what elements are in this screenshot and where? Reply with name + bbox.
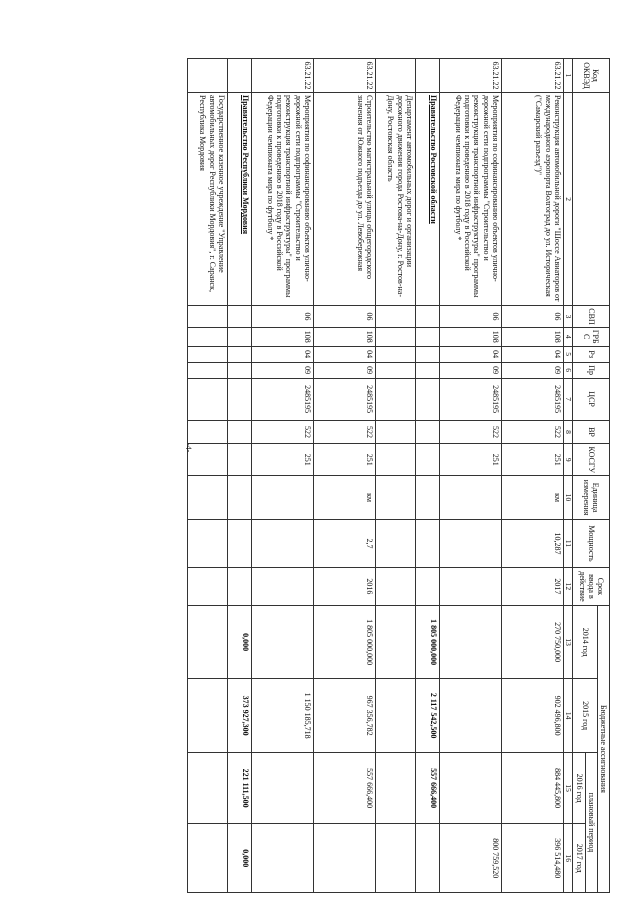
cell-y2015: 2 117 542,500 bbox=[415, 679, 439, 752]
cell-vr bbox=[375, 420, 415, 444]
cell-csr: 2485195 bbox=[313, 378, 375, 420]
cell-grbs bbox=[375, 327, 415, 346]
cell-cap: 2,7 bbox=[313, 520, 375, 568]
cell-code bbox=[415, 59, 439, 93]
cell-term bbox=[439, 567, 501, 605]
cell-pr: 09 bbox=[313, 362, 375, 378]
cell-kosgu: 251 bbox=[313, 444, 375, 476]
cell-name: Мероприятия по софинансированию объектов улично-дорожной сети подпрограммы "Строительство и реконструкция транспортной инфраструктуры" программы подготовки к проведению в 2018 году в Российской Федерации чемпионата мира по футболу * bbox=[251, 92, 313, 305]
column-number: 3 bbox=[563, 306, 573, 327]
cell-code bbox=[227, 59, 251, 93]
cell-name: Мероприятия по софинансированию объектов улично-дорожной сети подпрограммы "Строительство и реконструкция транспортной инфраструктуры" программы подготовки к проведению в 2018 году в Российской Федерации чемпионата мира по футболу * bbox=[439, 92, 501, 305]
column-number: 13 bbox=[563, 605, 573, 678]
cell-y2016: 221 111,500 bbox=[227, 752, 251, 824]
cell-y2017: 0,000 bbox=[227, 824, 251, 893]
column-number: 14 bbox=[563, 679, 573, 752]
column-number: 2 bbox=[563, 92, 573, 305]
cell-y2017 bbox=[375, 824, 415, 893]
cell-kosgu: 251 bbox=[439, 444, 501, 476]
budget-table-container bbox=[187, 58, 610, 893]
cell-kosgu: 251 bbox=[251, 444, 313, 476]
cell-csr: 2485195 bbox=[501, 378, 563, 420]
cell-cap bbox=[251, 520, 313, 568]
cell-unit bbox=[415, 476, 439, 520]
column-number: 6 bbox=[563, 362, 573, 378]
table-row bbox=[187, 59, 227, 893]
cell-y2015: 967 356,782 bbox=[313, 679, 375, 752]
cell-y2016 bbox=[187, 752, 227, 824]
cell-y2015: 373 927,300 bbox=[227, 679, 251, 752]
cell-unit bbox=[227, 476, 251, 520]
cell-cap: 10,287 bbox=[501, 520, 563, 568]
cell-csr: 2485195 bbox=[251, 378, 313, 420]
cell-kosgu: 251 bbox=[501, 444, 563, 476]
cell-svp: 06 bbox=[251, 306, 313, 327]
cell-code bbox=[187, 59, 227, 93]
cell-kosgu bbox=[415, 444, 439, 476]
cell-rz: 04 bbox=[313, 346, 375, 362]
header-name bbox=[573, 92, 610, 305]
column-number: 7 bbox=[563, 378, 573, 420]
cell-csr bbox=[415, 378, 439, 420]
cell-grbs: 108 bbox=[439, 327, 501, 346]
cell-kosgu bbox=[375, 444, 415, 476]
cell-vr: 522 bbox=[251, 420, 313, 444]
cell-grbs bbox=[415, 327, 439, 346]
cell-rz bbox=[375, 346, 415, 362]
cell-name: Реконструкция автомобильной дороги "Шоссе Авиаторов от международного аэропорта Волгоград до ул. Историческая ("Самарский разъезд")" bbox=[501, 92, 563, 305]
cell-y2017: 800 759,520 bbox=[439, 824, 501, 893]
cell-y2017 bbox=[187, 824, 227, 893]
table-body bbox=[187, 59, 563, 893]
cell-rz: 04 bbox=[501, 346, 563, 362]
cell-name: Правительство Республики Мордовия bbox=[227, 92, 251, 305]
header-unit: Единица измерения bbox=[573, 476, 610, 520]
cell-svp bbox=[375, 306, 415, 327]
cell-term: 2017 bbox=[501, 567, 563, 605]
cell-pr bbox=[375, 362, 415, 378]
cell-pr bbox=[187, 362, 227, 378]
cell-y2015 bbox=[187, 679, 227, 752]
cell-rz bbox=[415, 346, 439, 362]
header-2016: 2016 год bbox=[573, 752, 585, 824]
header-csr: ЦСР bbox=[573, 378, 610, 420]
cell-pr bbox=[415, 362, 439, 378]
cell-y2017 bbox=[415, 824, 439, 893]
cell-y2017: 396 514,480 bbox=[501, 824, 563, 893]
cell-csr bbox=[375, 378, 415, 420]
cell-grbs bbox=[187, 327, 227, 346]
cell-cap bbox=[415, 520, 439, 568]
column-number: 1 bbox=[563, 59, 573, 93]
cell-y2016 bbox=[251, 752, 313, 824]
header-term: Срок ввода в действие bbox=[573, 567, 610, 605]
cell-vr bbox=[227, 420, 251, 444]
cell-y2014 bbox=[439, 605, 501, 678]
cell-vr bbox=[187, 420, 227, 444]
cell-svp: 06 bbox=[439, 306, 501, 327]
cell-code: 63.21.22 bbox=[439, 59, 501, 93]
cell-cap bbox=[439, 520, 501, 568]
cell-pr bbox=[227, 362, 251, 378]
cell-term bbox=[251, 567, 313, 605]
cell-unit: км bbox=[501, 476, 563, 520]
cell-svp bbox=[227, 306, 251, 327]
cell-grbs: 108 bbox=[501, 327, 563, 346]
cell-term bbox=[415, 567, 439, 605]
column-number: 10 bbox=[563, 476, 573, 520]
cell-y2014: 1 805 000,000 bbox=[313, 605, 375, 678]
cell-y2015 bbox=[439, 679, 501, 752]
table-row bbox=[227, 59, 251, 893]
column-number: 11 bbox=[563, 520, 573, 568]
column-number: 4 bbox=[563, 327, 573, 346]
budget-table bbox=[187, 58, 610, 893]
column-number-row bbox=[563, 59, 573, 893]
cell-code: 63.21.22 bbox=[251, 59, 313, 93]
header-rz: Рз bbox=[573, 346, 610, 362]
column-number: 15 bbox=[563, 752, 573, 824]
cell-y2016 bbox=[439, 752, 501, 824]
header-kosgu: КОСГУ bbox=[573, 444, 610, 476]
cell-y2016: 557 666,400 bbox=[313, 752, 375, 824]
cell-name: Строительство магистральной улицы общегородского значения от Южного подъезда до ул. Левобережная bbox=[313, 92, 375, 305]
cell-unit: км bbox=[313, 476, 375, 520]
table-row bbox=[375, 59, 415, 893]
header-2014: 2014 год bbox=[573, 605, 597, 678]
header-2015: 2015 год bbox=[573, 679, 597, 752]
header-vr: ВР bbox=[573, 420, 610, 444]
cell-rz bbox=[187, 346, 227, 362]
cell-svp: 06 bbox=[501, 306, 563, 327]
cell-pr: 09 bbox=[439, 362, 501, 378]
cell-y2014: 1 805 000,000 bbox=[415, 605, 439, 678]
header-svp: СВП bbox=[573, 306, 610, 327]
cell-y2014 bbox=[187, 605, 227, 678]
cell-code bbox=[375, 59, 415, 93]
header-capacity: Мощность bbox=[573, 520, 610, 568]
header-planned: плановый период bbox=[585, 752, 597, 892]
cell-grbs: 108 bbox=[313, 327, 375, 346]
cell-cap bbox=[227, 520, 251, 568]
cell-y2016: 557 666,400 bbox=[415, 752, 439, 824]
cell-rz: 04 bbox=[251, 346, 313, 362]
cell-vr: 522 bbox=[439, 420, 501, 444]
cell-csr: 2485195 bbox=[439, 378, 501, 420]
cell-code: 63.21.22 bbox=[313, 59, 375, 93]
cell-unit bbox=[439, 476, 501, 520]
cell-code: 63.21.22 bbox=[501, 59, 563, 93]
header-okved: Код ОКВЭД bbox=[573, 59, 610, 93]
cell-y2014: 270 750,000 bbox=[501, 605, 563, 678]
header-pr: Пр bbox=[573, 362, 610, 378]
cell-cap bbox=[375, 520, 415, 568]
table-row bbox=[439, 59, 501, 893]
header-grbs: ГРБ С bbox=[573, 327, 610, 346]
cell-vr: 522 bbox=[501, 420, 563, 444]
cell-svp bbox=[187, 306, 227, 327]
table-row bbox=[313, 59, 375, 893]
cell-unit bbox=[251, 476, 313, 520]
cell-name: Государственное казенное учреждение "Управление автомобильных дорог Республики Мордовия", г. Саранск, Республика Мордовия bbox=[187, 92, 227, 305]
cell-term bbox=[187, 567, 227, 605]
cell-term: 2016 bbox=[313, 567, 375, 605]
cell-unit bbox=[187, 476, 227, 520]
cell-cap bbox=[187, 520, 227, 568]
column-number: 9 bbox=[563, 444, 573, 476]
cell-y2016: 884 445,800 bbox=[501, 752, 563, 824]
cell-term bbox=[227, 567, 251, 605]
cell-name: Департамент автомобильных дорог и организации дорожного движения города Ростова-на-Дону, г. Ростов-на-Дону, Ростовская область bbox=[375, 92, 415, 305]
cell-csr bbox=[227, 378, 251, 420]
cell-rz bbox=[227, 346, 251, 362]
cell-pr: 09 bbox=[501, 362, 563, 378]
cell-grbs bbox=[227, 327, 251, 346]
cell-vr bbox=[415, 420, 439, 444]
cell-y2017 bbox=[251, 824, 313, 893]
column-number: 16 bbox=[563, 824, 573, 893]
column-number: 12 bbox=[563, 567, 573, 605]
cell-grbs: 108 bbox=[251, 327, 313, 346]
cell-y2015: 902 496,800 bbox=[501, 679, 563, 752]
cell-svp bbox=[415, 306, 439, 327]
cell-term bbox=[375, 567, 415, 605]
cell-y2017 bbox=[313, 824, 375, 893]
cell-y2014: 0,000 bbox=[227, 605, 251, 678]
cell-y2014 bbox=[375, 605, 415, 678]
page-number: -4- bbox=[184, 443, 193, 453]
column-number: 5 bbox=[563, 346, 573, 362]
header-2017: 2017 год bbox=[573, 824, 585, 893]
header-budget: Бюджетные ассигнования bbox=[597, 605, 609, 892]
table-row bbox=[501, 59, 563, 893]
cell-y2016 bbox=[375, 752, 415, 824]
cell-name: Правительство Ростовской области bbox=[415, 92, 439, 305]
cell-unit bbox=[375, 476, 415, 520]
cell-kosgu bbox=[187, 444, 227, 476]
cell-rz: 04 bbox=[439, 346, 501, 362]
cell-y2014 bbox=[251, 605, 313, 678]
cell-y2015 bbox=[375, 679, 415, 752]
cell-pr: 09 bbox=[251, 362, 313, 378]
table-row bbox=[251, 59, 313, 893]
cell-y2015: 1 150 185,718 bbox=[251, 679, 313, 752]
cell-csr bbox=[187, 378, 227, 420]
cell-vr: 522 bbox=[313, 420, 375, 444]
table-row bbox=[415, 59, 439, 893]
column-number: 8 bbox=[563, 420, 573, 444]
cell-svp: 06 bbox=[313, 306, 375, 327]
cell-kosgu bbox=[227, 444, 251, 476]
